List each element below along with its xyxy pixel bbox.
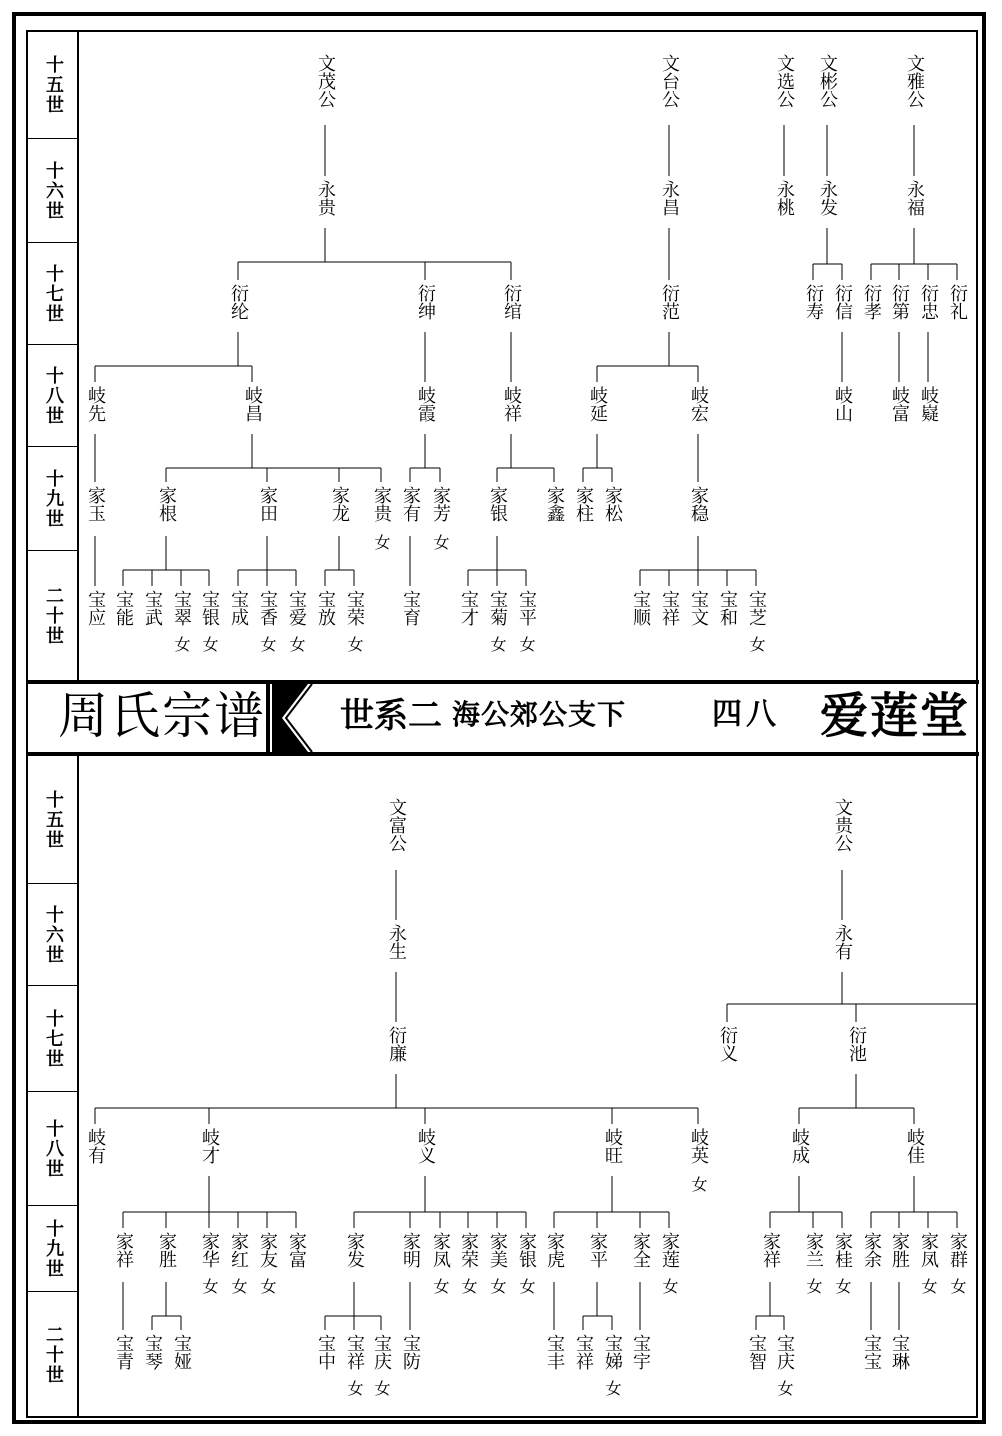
person-name: 宝荣 bbox=[344, 590, 365, 626]
person-name: 永桃 bbox=[774, 180, 795, 216]
person-name: 家有 bbox=[400, 486, 421, 522]
hall-name: 爱莲堂 bbox=[820, 688, 971, 744]
person-name: 宝芝 bbox=[746, 590, 767, 626]
gen-label: 十九世 bbox=[43, 1218, 64, 1279]
person-name: 家银 bbox=[487, 486, 508, 522]
person-name: 岐宏 bbox=[688, 386, 709, 422]
person-name: 宝青 bbox=[113, 1334, 134, 1370]
person-name: 家柱 bbox=[573, 486, 594, 522]
person-name: 家富 bbox=[286, 1232, 307, 1268]
female-marker: 女 bbox=[345, 1380, 364, 1396]
female-marker: 女 bbox=[689, 1176, 708, 1192]
person-name: 宝中 bbox=[315, 1334, 336, 1370]
person-name: 家祥 bbox=[760, 1232, 781, 1268]
person-name: 永有 bbox=[832, 924, 853, 960]
person-name: 家银 bbox=[516, 1232, 537, 1268]
person-name: 家凤 bbox=[430, 1232, 451, 1268]
gen-label: 二十世 bbox=[43, 1325, 64, 1385]
person-name: 宝智 bbox=[746, 1334, 767, 1370]
person-name: 宝娅 bbox=[171, 1334, 192, 1370]
person-name: 岐山 bbox=[832, 386, 853, 422]
person-name: 家田 bbox=[257, 486, 278, 522]
female-marker: 女 bbox=[258, 636, 277, 652]
person-name: 衍孝 bbox=[861, 284, 882, 320]
person-name: 衍第 bbox=[889, 284, 910, 320]
person-name: 家明 bbox=[400, 1232, 421, 1268]
person-name: 家玉 bbox=[85, 486, 106, 522]
person-name: 家华 bbox=[199, 1232, 220, 1268]
person-name: 岐先 bbox=[85, 386, 106, 422]
person-name: 永发 bbox=[817, 180, 838, 216]
person-name: 宝银 bbox=[199, 590, 220, 626]
person-name: 衍礼 bbox=[947, 284, 968, 320]
genealogy-title: 周氏宗谱 bbox=[58, 687, 266, 745]
person-name: 宝才 bbox=[458, 590, 479, 626]
person-name: 宝庆 bbox=[774, 1334, 795, 1370]
gen-label: 十八世 bbox=[43, 365, 64, 426]
person-name: 永贵 bbox=[315, 180, 336, 216]
person-name: 岐成 bbox=[789, 1128, 810, 1164]
person-name: 宝能 bbox=[113, 590, 134, 626]
female-marker: 女 bbox=[747, 636, 766, 652]
branch-label: 海公郊公支下 bbox=[452, 698, 627, 731]
female-marker: 女 bbox=[948, 1278, 967, 1294]
gen-label: 十八世 bbox=[43, 1118, 64, 1179]
female-marker: 女 bbox=[488, 1278, 507, 1294]
female-marker: 女 bbox=[172, 636, 191, 652]
person-name: 家桂 bbox=[832, 1232, 853, 1268]
female-marker: 女 bbox=[345, 636, 364, 652]
person-name: 岐有 bbox=[85, 1128, 106, 1164]
person-name: 宝防 bbox=[400, 1334, 421, 1370]
person-name: 文茂公 bbox=[315, 54, 336, 108]
person-name: 家贵 bbox=[371, 486, 392, 522]
person-name: 衍廉 bbox=[386, 1026, 407, 1062]
gen-label: 十六世 bbox=[43, 160, 64, 221]
female-marker: 女 bbox=[200, 636, 219, 652]
person-name: 宝祥 bbox=[344, 1334, 365, 1370]
person-name: 宝文 bbox=[688, 590, 709, 626]
person-name: 永福 bbox=[904, 180, 925, 216]
person-name: 岐旺 bbox=[602, 1128, 623, 1164]
gen-label: 十六世 bbox=[43, 904, 64, 965]
person-name: 岐才 bbox=[199, 1128, 220, 1164]
person-name: 家兰 bbox=[803, 1232, 824, 1268]
person-name: 宝香 bbox=[257, 590, 278, 626]
female-marker: 女 bbox=[517, 636, 536, 652]
female-marker: 女 bbox=[603, 1380, 622, 1396]
female-marker: 女 bbox=[229, 1278, 248, 1294]
person-name: 衍信 bbox=[832, 284, 853, 320]
person-name: 家根 bbox=[156, 486, 177, 522]
female-marker: 女 bbox=[833, 1278, 852, 1294]
female-marker: 女 bbox=[459, 1278, 478, 1294]
person-name: 宝平 bbox=[516, 590, 537, 626]
person-name: 家鑫 bbox=[544, 486, 565, 522]
person-name: 宝宝 bbox=[861, 1334, 882, 1370]
female-marker: 女 bbox=[660, 1278, 679, 1294]
person-name: 岐义 bbox=[415, 1128, 436, 1164]
person-name: 永昌 bbox=[659, 180, 680, 216]
female-marker: 女 bbox=[517, 1278, 536, 1294]
person-name: 宝祥 bbox=[659, 590, 680, 626]
person-name: 岐昌 bbox=[242, 386, 263, 422]
person-name: 衍绾 bbox=[501, 284, 522, 320]
page-number: 四八 bbox=[712, 697, 780, 732]
female-marker: 女 bbox=[488, 636, 507, 652]
person-name: 家祥 bbox=[113, 1232, 134, 1268]
person-name: 宝应 bbox=[85, 590, 106, 626]
series-label: 世系二 bbox=[340, 696, 442, 736]
female-marker: 女 bbox=[258, 1278, 277, 1294]
person-name: 文贵公 bbox=[832, 798, 853, 852]
person-name: 家芳 bbox=[430, 486, 451, 522]
person-name: 岐佳 bbox=[904, 1128, 925, 1164]
person-name: 宝育 bbox=[400, 590, 421, 626]
person-name: 宝庆 bbox=[371, 1334, 392, 1370]
person-name: 衍义 bbox=[717, 1026, 738, 1062]
person-name: 宝宇 bbox=[630, 1334, 651, 1370]
person-name: 岐英 bbox=[688, 1128, 709, 1164]
gen-label: 二十世 bbox=[43, 586, 64, 646]
person-name: 岐祥 bbox=[501, 386, 522, 422]
female-marker: 女 bbox=[200, 1278, 219, 1294]
person-name: 衍绅 bbox=[415, 284, 436, 320]
person-name: 宝祥 bbox=[573, 1334, 594, 1370]
female-marker: 女 bbox=[287, 636, 306, 652]
person-name: 家友 bbox=[257, 1232, 278, 1268]
gen-label: 十九世 bbox=[43, 468, 64, 529]
person-name: 衍纶 bbox=[228, 284, 249, 320]
female-marker: 女 bbox=[919, 1278, 938, 1294]
person-name: 家美 bbox=[487, 1232, 508, 1268]
person-name: 家发 bbox=[344, 1232, 365, 1268]
female-marker: 女 bbox=[431, 1278, 450, 1294]
female-marker: 女 bbox=[372, 1380, 391, 1396]
gen-label: 十七世 bbox=[43, 263, 64, 324]
person-name: 宝武 bbox=[142, 590, 163, 626]
person-name: 宝放 bbox=[315, 590, 336, 626]
person-name: 宝琳 bbox=[889, 1334, 910, 1370]
person-name: 永生 bbox=[386, 924, 407, 960]
person-name: 文台公 bbox=[659, 54, 680, 108]
person-name: 家荣 bbox=[458, 1232, 479, 1268]
person-name: 家莲 bbox=[659, 1232, 680, 1268]
female-marker: 女 bbox=[804, 1278, 823, 1294]
person-name: 家胜 bbox=[156, 1232, 177, 1268]
person-name: 家凤 bbox=[918, 1232, 939, 1268]
person-name: 文富公 bbox=[386, 798, 407, 852]
female-marker: 女 bbox=[431, 534, 450, 550]
person-name: 宝爱 bbox=[286, 590, 307, 626]
person-name: 宝娣 bbox=[602, 1334, 623, 1370]
person-name: 家龙 bbox=[329, 486, 350, 522]
person-name: 家稳 bbox=[688, 486, 709, 522]
person-name: 宝翠 bbox=[171, 590, 192, 626]
person-name: 家红 bbox=[228, 1232, 249, 1268]
person-name: 岐霞 bbox=[415, 386, 436, 422]
person-name: 岐延 bbox=[587, 386, 608, 422]
person-name: 家平 bbox=[587, 1232, 608, 1268]
person-name: 文彬公 bbox=[817, 54, 838, 108]
person-name: 宝和 bbox=[717, 590, 738, 626]
person-name: 家余 bbox=[861, 1232, 882, 1268]
person-name: 岐富 bbox=[889, 386, 910, 422]
person-name: 宝丰 bbox=[544, 1334, 565, 1370]
person-name: 家胜 bbox=[889, 1232, 910, 1268]
gen-label: 十五世 bbox=[43, 54, 64, 115]
female-marker: 女 bbox=[372, 534, 391, 550]
person-name: 家松 bbox=[602, 486, 623, 522]
gen-label: 十七世 bbox=[43, 1008, 64, 1069]
person-name: 宝琴 bbox=[142, 1334, 163, 1370]
person-name: 衍寿 bbox=[803, 284, 824, 320]
person-name: 家虎 bbox=[544, 1232, 565, 1268]
person-name: 家群 bbox=[947, 1232, 968, 1268]
person-name: 岐嶷 bbox=[918, 386, 939, 422]
person-name: 文雅公 bbox=[904, 54, 925, 108]
person-name: 家全 bbox=[630, 1232, 651, 1268]
person-name: 衍忠 bbox=[918, 284, 939, 320]
person-name: 宝菊 bbox=[487, 590, 508, 626]
person-name: 文选公 bbox=[774, 54, 795, 108]
person-name: 宝顺 bbox=[630, 590, 651, 626]
person-name: 衍池 bbox=[846, 1026, 867, 1062]
gen-label: 十五世 bbox=[43, 789, 64, 850]
person-name: 衍范 bbox=[659, 284, 680, 320]
female-marker: 女 bbox=[775, 1380, 794, 1396]
person-name: 宝成 bbox=[228, 590, 249, 626]
